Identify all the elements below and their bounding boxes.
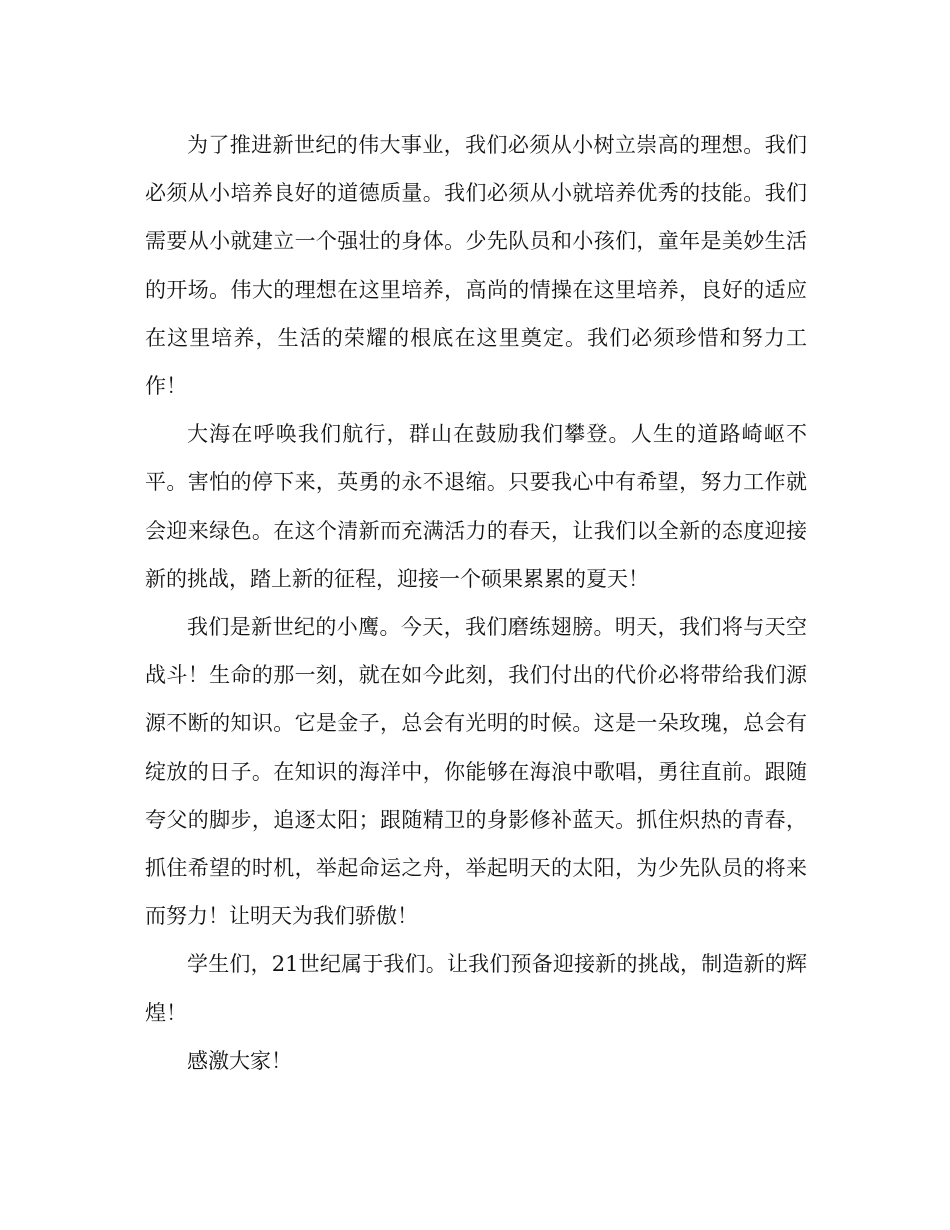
paragraph-2: 大海在呼唤我们航行，群山在鼓励我们攀登。人生的道路崎岖不平。害怕的停下来，英勇的永不退缩。只要我心中有希望，努力工作就会迎来绿色。在这个清新而充满活力的春天，让我们以全新的态度迎接新的挑战，踏上新的征程，迎接一个硕果累累的夏天！ [145, 422, 807, 591]
paragraph-5: 感激大家！ [187, 1048, 292, 1073]
paragraph-4: 学生们，21世纪属于我们。让我们预备迎接新的挑战，制造新的辉煌！ [145, 952, 807, 1025]
document-body [145, 121, 807, 1085]
paragraph-1: 为了推进新世纪的伟大事业，我们必须从小树立崇高的理想。我们必须从小培养良好的道德质量。我们必须从小就培养优秀的技能。我们需要从小就建立一个强壮的身体。少先队员和小孩们，童年是美妙生活的开场。伟大的理想在这里培养，高尚的情操在这里培养，良好的适应在这里培养，生活的荣耀的根底在这里奠定。我们必须珍惜和努力工作！ [145, 133, 807, 399]
paragraph-3: 我们是新世纪的小鹰。今天，我们磨练翅膀。明天，我们将与天空战斗！生命的那一刻，就在如今此刻，我们付出的代价必将带给我们源源不断的知识。它是金子，总会有光明的时候。这是一朵玫瑰，总会有绽放的日子。在知识的海洋中，你能够在海浪中歌唱，勇往直前。跟随夸父的脚步，追逐太阳；跟随精卫的身影修补蓝天。抓住炽热的青春，抓住希望的时机，举起命运之舟，举起明天的太阳，为少先队员的将来而努力！让明天为我们骄傲！ [145, 615, 807, 929]
